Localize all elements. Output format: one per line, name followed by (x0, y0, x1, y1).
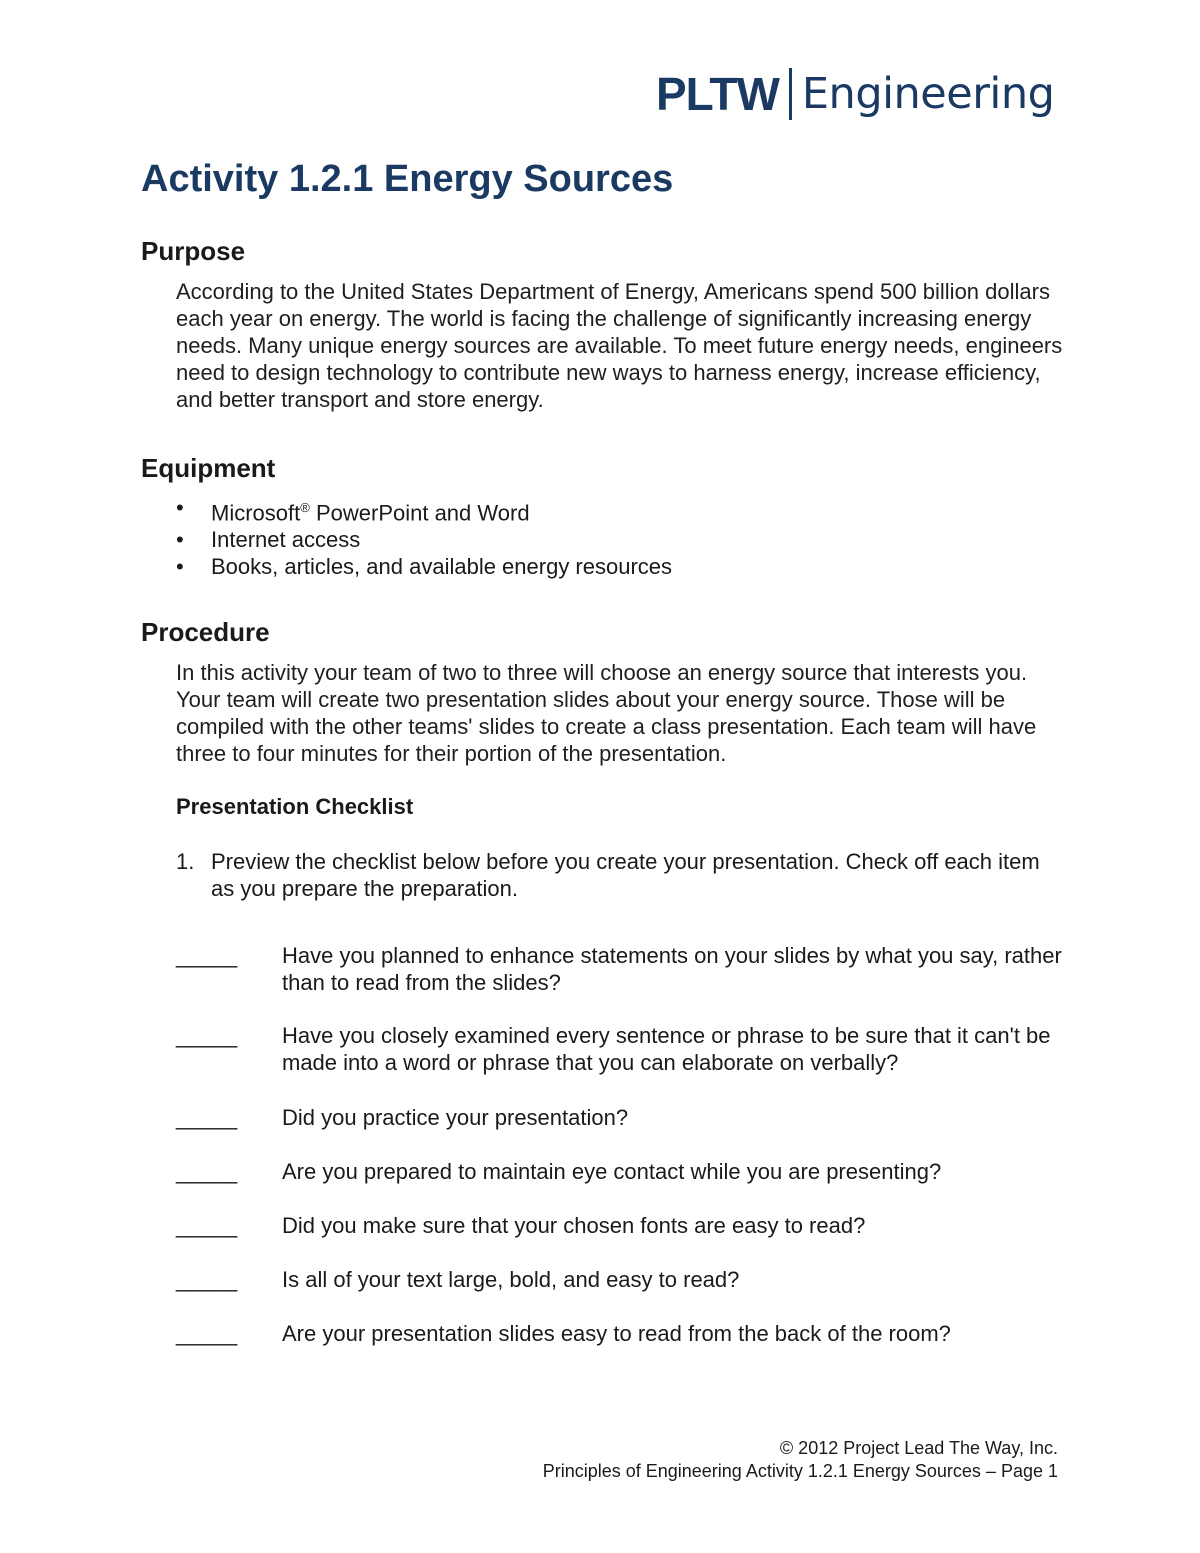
checklist-item (176, 1022, 1066, 1076)
checklist-heading: Presentation Checklist (176, 794, 414, 819)
page-title: Activity 1.2.1 Energy Sources (141, 158, 674, 200)
checklist-item (176, 1320, 1066, 1347)
equipment-item: • Microsoft® PowerPoint and Word (176, 495, 530, 526)
check-blank: _____ (176, 1267, 238, 1292)
pltw-engineering-logo (656, 64, 1054, 124)
checklist-question: Have you closely examined every sentence or phrase to be sure that it can't be made into a word or phrase that you can elaborate on verbally? (282, 1023, 1051, 1075)
check-blank: _____ (176, 1105, 238, 1130)
bullet-icon: • (176, 495, 184, 520)
check-blank: _____ (176, 1159, 238, 1184)
procedure-heading: Procedure (141, 617, 270, 647)
equipment-item: • Books, articles, and available energy resources (176, 554, 673, 580)
checklist-question: Are you prepared to maintain eye contact while you are presenting? (282, 1159, 942, 1184)
equipment-item: • Internet access (176, 527, 361, 553)
procedure-text: In this activity your team of two to three will choose an energy source that interests you. Your team will create two presentation slides about your energy source. Those will be compiled with the other teams' slides to create a class presentation. Each team will have three to four minutes for their portion of the presentation. (176, 660, 1037, 766)
checklist-item (176, 1158, 1066, 1185)
check-blank: _____ (176, 1023, 238, 1048)
checklist-question: Did you practice your presentation? (282, 1105, 629, 1130)
check-blank: _____ (176, 1321, 238, 1346)
checklist-question: Is all of your text large, bold, and easy to read? (282, 1267, 740, 1292)
bullet-icon: • (176, 554, 184, 580)
bullet-icon: • (176, 527, 184, 553)
footer-copyright: © 2012 Project Lead The Way, Inc. (779, 1438, 1058, 1458)
checklist-question: Are your presentation slides easy to read from the back of the room? (282, 1321, 951, 1346)
check-blank: _____ (176, 1213, 238, 1238)
purpose-text: According to the United States Department of Energy, Americans spend 500 billion dollars each year on energy. The world is facing the challenge of significantly increasing energy needs. Many unique energy sources are available. To meet future energy needs, engineers need to design technology to contribute new ways to harness energy, increase efficiency, and better transport and store energy. (176, 279, 1063, 412)
procedure-step (176, 848, 1066, 902)
checklist-question: Have you planned to enhance statements on your slides by what you say, rather than to read from the slides? (282, 943, 1062, 995)
logo-division: Engineering (801, 69, 1055, 119)
checklist-item (176, 1104, 1066, 1131)
footer-page: Principles of Engineering Activity 1.2.1 Energy Sources – Page 1 (542, 1461, 1058, 1481)
step-text: Preview the checklist below before you create your presentation. Check off each item as you prepare the preparation. (211, 849, 1040, 901)
check-blank: _____ (176, 943, 238, 968)
equipment-heading: Equipment (141, 453, 276, 483)
checklist-item (176, 1212, 1066, 1239)
checklist-item (176, 942, 1066, 996)
logo-divider (789, 68, 792, 120)
equipment-list (176, 494, 672, 580)
checklist-item (176, 1266, 1066, 1293)
logo-brand: PLTW (656, 68, 779, 120)
checklist-question: Did you make sure that your chosen fonts are easy to read? (282, 1213, 866, 1238)
step-number: 1. (176, 849, 195, 874)
purpose-heading: Purpose (141, 236, 246, 266)
